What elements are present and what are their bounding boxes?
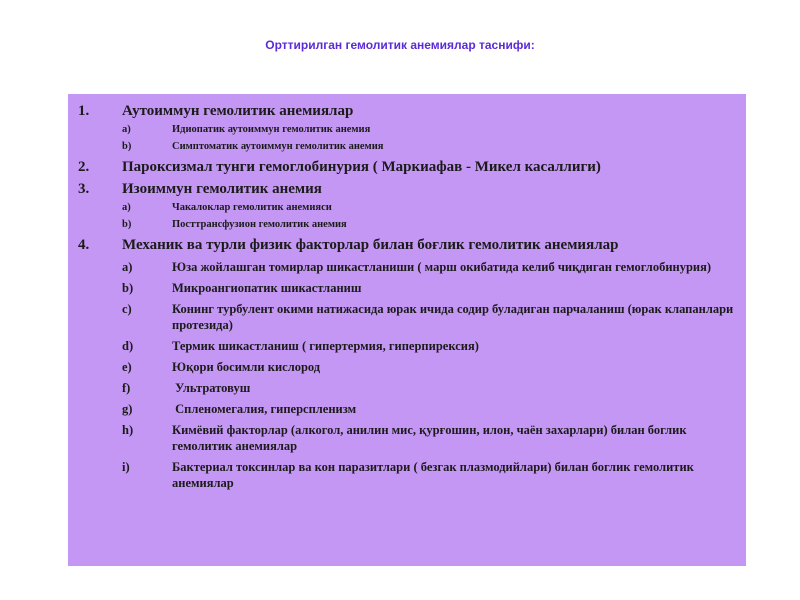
item-number: 2. bbox=[78, 159, 90, 175]
sub-item-text: Ультратовуш bbox=[172, 381, 251, 395]
sub-item-4d bbox=[122, 338, 738, 354]
sub-item-3a bbox=[122, 201, 738, 215]
sub-item-4i bbox=[122, 459, 738, 491]
sub-item-letter: c) bbox=[122, 302, 132, 316]
sub-item-letter: i) bbox=[122, 460, 130, 474]
sub-item-letter: g) bbox=[122, 402, 133, 416]
sub-item-text: Посттрансфузион гемолитик анемия bbox=[172, 219, 347, 230]
list-item-2 bbox=[78, 158, 738, 176]
item-number: 1. bbox=[78, 103, 90, 119]
item-number: 4. bbox=[78, 237, 90, 253]
sub-item-letter: a) bbox=[122, 124, 131, 135]
sub-item-letter: f) bbox=[122, 381, 131, 395]
sub-item-text: Кимёвий факторлар (алкогол, анилин мис, қурғошин, илон, чаён захарлари) билан боглик гемолитик анемиялар bbox=[172, 423, 687, 453]
sub-item-text: Юза жойлашган томирлар шикастланиши ( марш окибатида келиб чиқдиган гемоглобинурия) bbox=[172, 260, 712, 274]
sub-item-3b bbox=[122, 218, 738, 232]
sub-item-4a bbox=[122, 259, 738, 275]
sub-item-4e bbox=[122, 359, 738, 375]
sub-item-letter: e) bbox=[122, 360, 132, 374]
sub-item-letter: h) bbox=[122, 423, 134, 437]
item-number: 3. bbox=[78, 181, 90, 197]
sub-item-text: Бактериал токсинлар ва кон паразитлари ( безгак плазмодийлари) билан боглик гемолитик анемиялар bbox=[172, 460, 694, 490]
sub-item-1a bbox=[122, 123, 738, 137]
sub-item-letter: b) bbox=[122, 281, 134, 295]
sub-item-letter: b) bbox=[122, 219, 132, 230]
sub-item-text: Юқори босимли кислород bbox=[172, 360, 321, 374]
sub-item-4c bbox=[122, 301, 738, 333]
sub-item-text: Спленомегалия, гиперспленизм bbox=[172, 402, 357, 416]
sub-item-4f bbox=[122, 380, 738, 396]
sub-item-letter: d) bbox=[122, 339, 134, 353]
sub-item-letter: b) bbox=[122, 141, 132, 152]
list-item-3 bbox=[78, 180, 738, 198]
sub-item-4b bbox=[122, 280, 738, 296]
sub-item-text: Чакалоклар гемолитик анемияси bbox=[172, 202, 332, 213]
list-item-4 bbox=[78, 236, 738, 254]
page-title: Орттирилган гемолитик анемиялар таснифи: bbox=[265, 38, 535, 52]
sub-item-text: Микроангиопатик шикастланиш bbox=[172, 281, 362, 295]
sub-item-letter: a) bbox=[122, 260, 133, 274]
sub-item-text: Идиопатик аутоиммун гемолитик анемия bbox=[172, 124, 371, 135]
sub-item-text: Симптоматик аутоиммун гемолитик анемия bbox=[172, 141, 384, 152]
sub-item-4h bbox=[122, 422, 738, 454]
sub-item-letter: a) bbox=[122, 202, 131, 213]
item-text: Изоиммун гемолитик анемия bbox=[122, 181, 322, 197]
item-text: Механик ва турли физик факторлар билан боғлик гемолитик анемиялар bbox=[122, 237, 619, 253]
sub-item-text: Конинг турбулент окими натижасида юрак ичида содир буладиган парчаланиш (юрак клапанлари протезида) bbox=[172, 302, 734, 332]
sub-item-1b bbox=[122, 140, 738, 154]
sub-item-text: Термик шикастланиш ( гипертермия, гиперпирексия) bbox=[172, 339, 479, 353]
list-item-1 bbox=[78, 102, 738, 120]
item-text: Пароксизмал тунги гемоглобинурия ( Маркиафав - Микел касаллиги) bbox=[122, 159, 601, 175]
sub-item-4g bbox=[122, 401, 738, 417]
classification-panel bbox=[68, 94, 746, 566]
item-text: Аутоиммун гемолитик анемиялар bbox=[122, 103, 354, 119]
